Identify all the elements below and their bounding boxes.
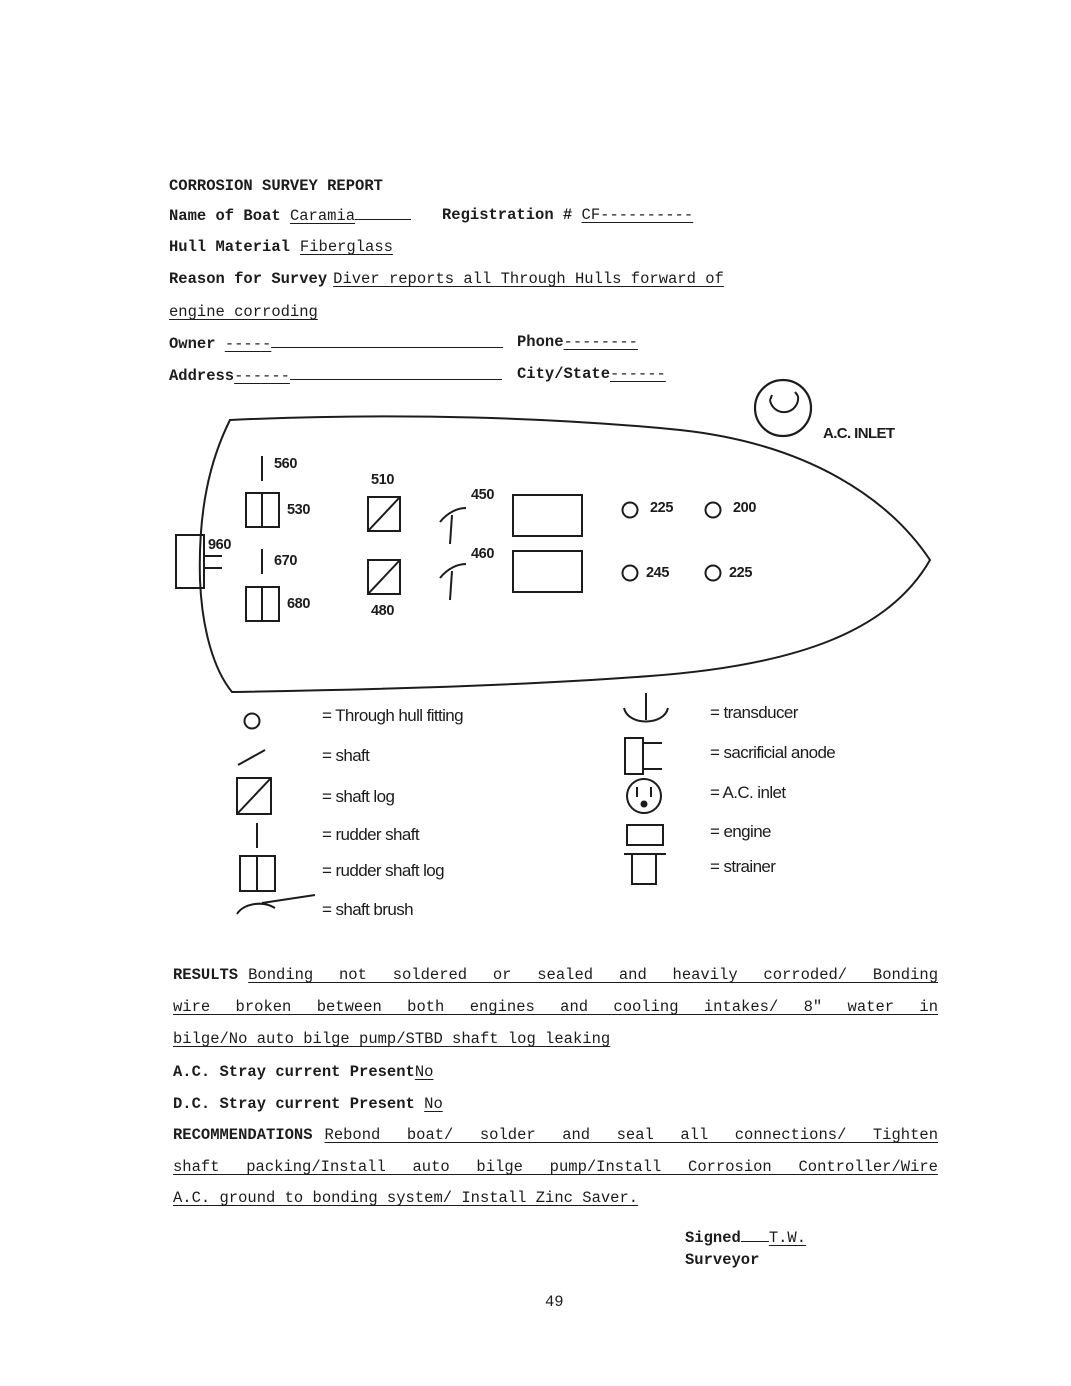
- city-value: ------: [610, 365, 666, 383]
- engine-port: [513, 551, 582, 592]
- legend-rudder-shaft-log-icon: [240, 856, 275, 891]
- rudder-shaft-log-680: [246, 587, 279, 621]
- label-960: 960: [208, 537, 231, 553]
- signed-value: T.W.: [768, 1229, 807, 1247]
- city-label: City/State: [517, 365, 611, 383]
- label-450: 450: [471, 487, 494, 503]
- recommendations-line3: A.C. ground to bonding system/ Install Zinc Saver.: [173, 1189, 639, 1207]
- reason-label: Reason for Survey: [169, 270, 328, 288]
- signature-row: [685, 1229, 806, 1247]
- page-number: 49: [545, 1293, 564, 1311]
- label-480: 480: [371, 603, 394, 619]
- dc-stray-value: No: [424, 1095, 443, 1113]
- label-460: 460: [471, 546, 494, 562]
- label-200: 200: [733, 500, 756, 516]
- boat-name-value: Caramia: [289, 207, 356, 225]
- label-225a: 225: [650, 500, 673, 516]
- label-225b: 225: [729, 565, 752, 581]
- ac-stray-row: [173, 1063, 433, 1081]
- legend-engine: = engine: [710, 822, 771, 841]
- legend-shaft-log-icon: [237, 778, 271, 814]
- results-line3: bilge/No auto bilge pump/STBD shaft log leaking: [173, 1030, 611, 1048]
- owner-label: Owner: [169, 335, 216, 353]
- legend-through-hull-icon: [245, 714, 260, 729]
- legend-sacrificial-anode: = sacrificial anode: [710, 743, 836, 762]
- results-row: [173, 966, 938, 984]
- address-label: Address: [169, 367, 235, 385]
- recommendations-label: RECOMMENDATIONS: [173, 1126, 313, 1144]
- label-245: 245: [646, 565, 669, 581]
- report-title: CORROSION SURVEY REPORT: [169, 177, 383, 195]
- reason-line1: Diver reports all Through Hulls forward of: [333, 270, 724, 288]
- legend-ac-inlet-icon: [627, 779, 661, 813]
- ac-inlet-symbol: [755, 380, 811, 436]
- label-680: 680: [287, 596, 310, 612]
- surveyor-label: Surveyor: [685, 1251, 760, 1269]
- results-line2: wire broken between both engines and cooling intakes/ 8" water in: [173, 998, 938, 1016]
- legend-symbols: [237, 693, 668, 914]
- recommendations-row: [173, 1126, 938, 1144]
- shaft-log-480: [368, 560, 400, 594]
- reason-line2: engine corroding: [169, 303, 318, 321]
- legend-shaft-brush: = shaft brush: [322, 900, 413, 919]
- legend-shaft-icon: [238, 750, 265, 765]
- through-hull-225a: [623, 503, 638, 518]
- legend-transducer-icon: [624, 693, 668, 722]
- legend-rudder-shaft-log: = rudder shaft log: [322, 861, 444, 880]
- label-670: 670: [274, 553, 297, 569]
- phone-value: --------: [563, 333, 638, 351]
- through-hull-225b: [706, 566, 721, 581]
- through-hull-245: [623, 566, 638, 581]
- ac-stray-value: No: [414, 1063, 434, 1081]
- dc-stray-row: [173, 1095, 443, 1113]
- recommendations-line1: Rebond boat/ solder and seal all connections/ Tighten: [324, 1126, 938, 1144]
- ac-stray-label: A.C. Stray current Present: [173, 1063, 415, 1081]
- hull-material-label: Hull Material: [169, 238, 290, 256]
- shaft-brush-450: [440, 508, 466, 544]
- registration-label: Registration #: [442, 206, 573, 224]
- legend-strainer: = strainer: [710, 857, 776, 876]
- legend-strainer-icon: [624, 854, 666, 884]
- legend-engine-icon: [627, 825, 663, 845]
- owner-value: -----: [224, 335, 272, 353]
- registration-value: CF----------: [581, 206, 694, 224]
- dc-stray-label: D.C. Stray current Present: [173, 1095, 415, 1113]
- hull-outline: [200, 416, 930, 692]
- engine-starboard: [513, 495, 582, 536]
- legend-through-hull: = Through hull fitting: [322, 706, 464, 725]
- results-line1: Bonding not soldered or sealed and heavily corroded/ Bonding: [248, 966, 938, 984]
- phone-label: Phone: [517, 333, 564, 351]
- signed-label: Signed: [685, 1229, 741, 1247]
- rudder-shaft-log-530: [246, 493, 279, 527]
- results-label: RESULTS: [173, 966, 239, 984]
- label-510: 510: [371, 472, 394, 488]
- legend-anode-icon: [625, 738, 662, 774]
- legend-rudder-shaft: = rudder shaft: [322, 825, 419, 844]
- shaft-brush-460: [440, 564, 466, 600]
- legend-shaft-log: = shaft log: [322, 787, 395, 806]
- hull-material-value: Fiberglass: [299, 238, 393, 256]
- recommendations-line2: shaft packing/Install auto bilge pump/Install Corrosion Controller/Wire: [173, 1158, 938, 1176]
- legend-shaft: = shaft: [322, 746, 370, 765]
- legend-ac-inlet: = A.C. inlet: [710, 783, 786, 802]
- label-560: 560: [274, 456, 297, 472]
- ac-inlet-label: A.C. INLET: [823, 425, 895, 442]
- boat-name-label: Name of Boat: [169, 207, 281, 225]
- legend-shaft-brush-icon: [237, 895, 315, 914]
- address-value: ------: [234, 367, 290, 385]
- shaft-log-510: [368, 497, 400, 531]
- legend-transducer: = transducer: [710, 703, 798, 722]
- through-hull-200: [706, 503, 721, 518]
- label-530: 530: [287, 502, 310, 518]
